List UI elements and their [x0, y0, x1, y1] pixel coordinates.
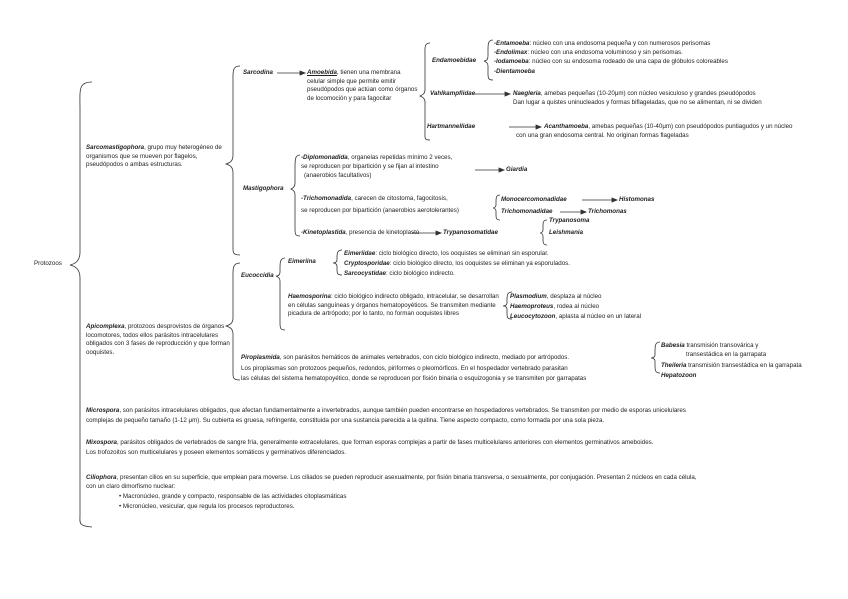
leishmania-label: Leishmania [549, 229, 584, 236]
giardia-label: Giardia [506, 166, 528, 173]
plasmodium-desc: Plasmodium, desplaza al núcleo [510, 293, 602, 300]
mixospora-desc2: Los trofozoitos son multicelulares y poseen elementos somáticos y germinativos diferenciados. [86, 449, 347, 456]
diplomonadida-desc: -Diplomonadida, organelas repetidas mínimo 2 veces, [301, 154, 453, 161]
amoebida-block [307, 69, 419, 103]
naegleria-desc2: Dan lugar a quistes uninucleados y formas biflageladas, que no se alimentan, ni se dividen [513, 99, 762, 106]
mixospora-desc: Mixospora, parásitos obligados de vertebrados de sangre fría, generalmente extracelulares, que forman esporas complejas a partir de fases multicelulares anteriores con elementos germinativos ameboides. [86, 439, 654, 446]
diplomonadida-desc2: se reproducen por bipartición y se fijan al intestino [301, 163, 439, 170]
sarcomastigophora-desc: , grupo muy heterogéneo de organismos que se mueven por flagelos, pseudópodos o ambas estructuras. [86, 144, 222, 169]
eucoccidia-brace [276, 258, 285, 330]
sarcomastigophora-block [86, 144, 236, 170]
trichomonas-label: Trichomonas [588, 208, 627, 215]
ciliophora-desc: Ciliophora, presentan cilios en su superficie, que emplean para moverse. Los ciliados se pueden reproducir asexualmente, por fisión binaria transversa, o sexualmente, por conjugación. Presentan 2 núcleos en cada célula, [86, 474, 697, 481]
ciliophora-bullet: • Macronúcleo, grande y compacto, responsable de las actividades citoplasmáticas [119, 493, 347, 500]
eimeriidae-desc: Eimeriidae: ciclo biológico directo, los ooquistes se eliminan sin esporular. [344, 250, 549, 257]
endamoebidae-item: -Dientamoeba [494, 68, 535, 75]
piroplasmida-desc: Piroplasmida, son parásitos hemáticos de animales vertebrados, con ciclo biológico indirecto, mediado por artrópodos. [241, 354, 570, 361]
cryptosporidae-desc: Cryptosporidae: ciclo biológico directo, los ooquistes se eliminan ya esporulados. [344, 260, 570, 267]
trichomonadida-brace [493, 195, 500, 220]
piroplasmida-desc2: Los piroplasmas son protozoos pequeños, redondos, piriformes o pleomórficos. En el hospedador vertebrado parasitan [241, 365, 568, 372]
haemosporina-block: Haemosporina: ciclo biológico indirecto obligado, intracelular, se desarrollan en células sanguíneas y órganos hematopoyéticos. Se transmiten mediante picadura de artrópodo; por lo tanto, no forman ooquistes libres [288, 293, 499, 318]
babesia-desc2: transestádica en la garrapata [686, 351, 767, 358]
babesia-desc: Babesia transmisión transovárica y [661, 342, 759, 349]
trypanosoma-label: Trypanosoma [549, 217, 590, 224]
naegleria-desc: Naegleria, amebas pequeñas (10-20μm) con núcleo vesiculoso y grandes pseudópodos [513, 90, 756, 97]
sarcocystidae-desc: Sarcocystidae: ciclo biológico indirecto. [344, 270, 455, 277]
eimeriina-brace [333, 250, 342, 275]
endamoebidae-item: -Endolimax: núcleo con una endosoma voluminoso y sin perisomas. [494, 49, 683, 56]
endamoebidae-label: Endamoebidae [432, 57, 477, 64]
sarcodina-label: Sarcodina [243, 69, 273, 76]
trichomonadida-desc2: se reproducen por bipartición (anaerobios aerotolerantes) [301, 207, 459, 214]
amoebida-desc: , tienen una membrana celular simple que permite emitir pseudópodos que actúan como órganos de locomoción y para fagocitar [307, 69, 418, 102]
endamoebidae-item: -Entamoeba: núcleo con una endosoma pequeña y con numerosos perisomas [494, 40, 711, 47]
endamoebidae-item: -Iodamoeba: núcleo con su endosoma rodeado de una capa de glóbulos coloreables [494, 58, 728, 65]
amoebida-title: Amoebida [307, 69, 337, 76]
vahlkampfiidae-label: Vahlkampfiidae [430, 90, 476, 97]
apicomplexa-block [86, 323, 234, 357]
kinetoplastida-desc: -Kinetoplastida, presencia de kinetoplasto [301, 229, 420, 236]
api-brace [226, 263, 240, 380]
piroplasmida-desc3: las células del sistema hematopoyético, donde se reproducen por fisión binaria o esquizogonia y se transmiten por garrapatas [241, 375, 587, 382]
leucocytozoon-desc: Leucocytozoon, aplasta al núcleo en un lateral [510, 313, 642, 320]
trichomonadida-desc: -Trichomonadida, carecen de citostoma, fagocitosis, [301, 195, 448, 202]
apicomplexa-title: Apicomplexa [86, 323, 125, 330]
apicomplexa-desc: , protozoos desprovistos de órganos locomotores, todos ellos parásitos intracelulares obligados con 3 fases de reproducción y que forman ooquistes. [86, 323, 230, 356]
hepatozoon-label: Hepatozoon [661, 372, 697, 379]
monocercomonadidae-label: Monocercomonadidae [501, 196, 567, 203]
mastigophora-label: Mastigophora [243, 185, 284, 192]
ciliophora-bullet: • Micronúcleo, vesicular, que regula los procesos reproductores. [119, 503, 295, 510]
trypanosomatidae-label: Trypanosomatidae [443, 229, 498, 236]
acanthamoeba-desc2: con una gran endosoma central. No originan formas flageladas [516, 132, 689, 139]
endamoebidae-brace [484, 40, 493, 80]
haemoproteus-desc: Haemoproteus, rodea al núcleo [510, 303, 600, 310]
diplomonadida-desc3: (anaerobios facultativos) [304, 172, 372, 179]
hartmannellidae-label: Hartmannellidae [427, 123, 476, 130]
trichomonadidae-label: Trichomonadidae [501, 208, 553, 215]
piroplasmida-brace [651, 342, 660, 373]
acanthamoeba-desc: Acanthamoeba, amebas pequeñas (10-40μm) con pseudópodos puntiagudos y un núcleo [544, 123, 793, 130]
mastigophora-brace [291, 155, 300, 236]
root-label: Protozoos [34, 260, 62, 267]
eimeriina-label: Eimeriina [288, 258, 316, 265]
eucoccidia-label: Eucoccidia [241, 272, 274, 279]
trypanosomatidae-brace [540, 220, 547, 245]
histomonas-label: Histomonas [619, 196, 655, 203]
microspora-desc2: complejas de pequeño tamaño (1-12 μm). Su cubierta es gruesa, refringente, constituida por una sustancia parecida a la quitina. Tiene aspecto compacto, como formada por una sola pieza. [86, 417, 605, 424]
sarcomastigophora-title: Sarcomastigophora [86, 144, 145, 151]
theileria-desc: Theileria transmisión transestádica en la garrapata [661, 362, 802, 369]
ciliophora-desc2: con un claro dimorfismo nuclear: [86, 483, 176, 490]
microspora-desc: Microspora, son parásitos intracelulares obligados, que afectan fundamentalmente a invertebrados, aunque también pueden encontrarse en hospedadores vertebrados. Se transmiten por medio de esporas unicelulares [86, 407, 686, 414]
